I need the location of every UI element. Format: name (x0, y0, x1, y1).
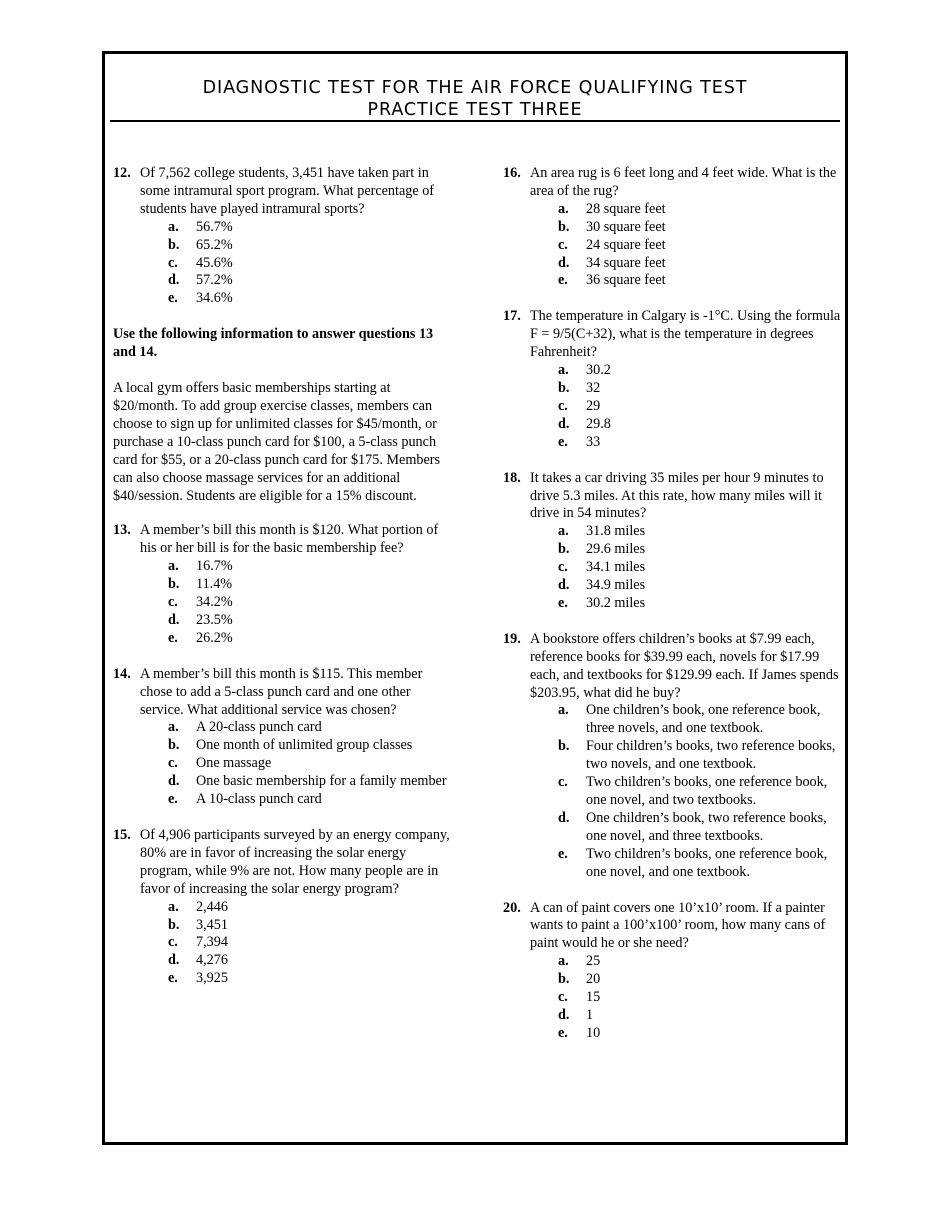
answer-options (530, 523, 843, 613)
option-letter: b. (168, 916, 180, 933)
option-letter: e. (168, 791, 178, 808)
option-letter: a. (168, 898, 179, 915)
option-letter: a. (558, 362, 569, 379)
answer-option (530, 201, 843, 219)
answer-option (530, 272, 843, 290)
option-text: 26.2% (196, 629, 233, 646)
option-letter: b. (168, 236, 180, 253)
option-text: One children’s book, two reference books, one novel, and three textbooks. (586, 809, 827, 844)
option-letter: c. (558, 989, 568, 1006)
option-text: 30.2 miles (586, 594, 646, 611)
option-letter: d. (168, 272, 180, 289)
option-text: 33 (586, 433, 601, 450)
answer-option (530, 577, 843, 595)
option-letter: e. (558, 433, 568, 450)
answer-option (140, 558, 453, 576)
question-text: It takes a car driving 35 miles per hour 9 minutes to drive 5.3 miles. At this rate, how many miles will it drive in 54 minutes? (530, 469, 824, 522)
right-column (503, 165, 843, 1061)
option-text: 24 square feet (586, 236, 666, 253)
question-number: 15. (113, 827, 131, 843)
answer-option (530, 362, 843, 380)
option-text: 25 (586, 953, 601, 970)
question-text: A can of paint covers one 10’x10’ room. If a painter wants to paint a 100’x100’ room, how many cans of paint would he or she need? (530, 899, 826, 952)
option-letter: c. (558, 236, 568, 253)
option-letter: c. (558, 774, 568, 791)
answer-option (140, 970, 453, 988)
answer-option (530, 434, 843, 452)
option-letter: d. (558, 577, 570, 594)
question-number: 19. (503, 630, 521, 647)
option-text: 3,451 (196, 916, 228, 933)
option-text: Two children’s books, one reference book, one novel, and two textbooks. (586, 774, 828, 808)
question-18 (503, 470, 843, 613)
option-letter: d. (558, 1006, 570, 1023)
option-text: One children’s book, one reference book, three novels, and one textbook. (586, 702, 821, 737)
option-text: 34.1 miles (586, 559, 646, 576)
question-number: 12. (113, 165, 131, 181)
option-text: 23.5% (196, 611, 233, 628)
answer-option (530, 398, 843, 416)
answer-options (140, 219, 453, 309)
question-17 (503, 308, 843, 451)
option-text: One massage (196, 755, 272, 772)
answer-option (530, 380, 843, 398)
option-letter: c. (558, 559, 568, 576)
answer-option (140, 934, 453, 952)
header-subtitle: PRACTICE TEST THREE (367, 100, 583, 120)
option-text: 16.7% (196, 558, 233, 575)
option-letter: e. (168, 290, 178, 307)
option-letter: e. (558, 272, 568, 289)
option-letter: c. (558, 397, 568, 414)
option-text: A 20-class punch card (196, 719, 322, 736)
option-letter: c. (168, 254, 178, 271)
option-letter: b. (558, 541, 570, 558)
option-letter: b. (558, 218, 570, 235)
answer-options (140, 558, 453, 648)
question-text: A member’s bill this month is $115. This member chose to add a 5-class punch card and one other service. What additional service was chosen? (140, 665, 423, 718)
answer-option (140, 255, 453, 273)
question-number: 14. (113, 665, 131, 682)
option-letter: b. (558, 379, 570, 396)
option-letter: e. (168, 629, 178, 646)
question-number: 18. (503, 469, 521, 486)
option-letter: d. (558, 415, 570, 432)
answer-option (140, 899, 453, 917)
option-text: 34.2% (196, 594, 233, 611)
answer-option (530, 953, 843, 971)
question-16 (503, 165, 843, 290)
answer-option (140, 952, 453, 970)
answer-options (530, 953, 843, 1043)
answer-option (530, 1025, 843, 1043)
option-letter: d. (168, 773, 180, 790)
option-text: 34 square feet (586, 254, 666, 271)
question-text: A bookstore offers children’s books at $7.99 each, reference books for $39.99 each, novels for $17.99 each, and textbooks for $129.99 each. If James spends $203.95, what did he buy? (530, 630, 839, 701)
option-text: 20 (586, 971, 601, 988)
option-text: 31.8 miles (586, 523, 646, 540)
answer-option (530, 559, 843, 577)
answer-option (140, 594, 453, 612)
answer-option (530, 702, 843, 738)
answer-option (530, 1007, 843, 1025)
option-text: 10 (586, 1024, 601, 1041)
answer-option (530, 541, 843, 559)
question-20 (503, 900, 843, 1043)
answer-options (530, 702, 843, 881)
option-text: 36 square feet (586, 272, 666, 289)
page-header (110, 77, 840, 121)
answer-option (530, 774, 843, 810)
option-letter: a. (558, 953, 569, 970)
option-letter: b. (558, 738, 570, 755)
answer-option (530, 255, 843, 273)
option-letter: e. (168, 970, 178, 987)
header-title: DIAGNOSTIC TEST FOR THE AIR FORCE QUALIFYING TEST (202, 78, 748, 98)
option-letter: d. (168, 611, 180, 628)
answer-option (530, 989, 843, 1007)
answer-option (140, 630, 453, 648)
question-text: The temperature in Calgary is -1°C. Using the formula F = 9/5(C+32), what is the temperature in degrees Fahrenheit? (530, 308, 841, 361)
question-text: Of 7,562 college students, 3,451 have taken part in some intramural sport program. What percentage of students have played intramural sports? (140, 165, 435, 217)
question-19 (503, 631, 843, 882)
question-number: 13. (113, 522, 131, 539)
option-text: 34.9 miles (586, 577, 646, 594)
question-14 (113, 666, 453, 809)
left-column (113, 165, 453, 1006)
option-text: Two children’s books, one reference book, one novel, and one textbook. (586, 845, 828, 880)
question-text: A member’s bill this month is $120. What portion of his or her bill is for the basic membership fee? (140, 522, 439, 557)
answer-option (140, 290, 453, 308)
question-15 (113, 827, 453, 988)
option-text: 15 (586, 989, 601, 1006)
option-text: 56.7% (196, 218, 233, 235)
info-passage: A local gym offers basic memberships starting at $20/month. To add group exercise classes, members can choose to sign up for unlimited classes for $45/month, or purchase a 10-class punch card for $100, a 5-class punch card for $55, or a 20-class punch card for $175. Members can also choose massage services for an additional $40/session. Students are eligible for a 15% discount. (113, 380, 440, 504)
answer-option (140, 576, 453, 594)
option-letter: a. (168, 558, 179, 575)
option-letter: a. (168, 218, 179, 235)
option-letter: c. (168, 594, 178, 611)
option-text: One month of unlimited group classes (196, 737, 413, 754)
answer-option (140, 237, 453, 255)
option-text: 29.6 miles (586, 541, 646, 558)
option-text: 4,276 (196, 952, 228, 969)
option-letter: a. (558, 200, 569, 217)
answer-options (140, 719, 453, 809)
answer-option (140, 755, 453, 773)
answer-option (530, 523, 843, 541)
option-letter: d. (558, 254, 570, 271)
option-text: 57.2% (196, 272, 233, 289)
answer-option (140, 219, 453, 237)
option-letter: d. (168, 952, 180, 969)
option-letter: a. (558, 523, 569, 540)
option-text: One basic membership for a family member (196, 773, 447, 790)
option-text: 3,925 (196, 970, 228, 987)
answer-options (530, 201, 843, 291)
option-letter: d. (558, 809, 570, 826)
option-text: 30 square feet (586, 218, 666, 235)
option-letter: b. (168, 576, 180, 593)
option-text: 65.2% (196, 236, 233, 253)
answer-options (140, 899, 453, 989)
option-text: 11.4% (196, 576, 233, 593)
answer-option (140, 917, 453, 935)
option-letter: b. (168, 737, 180, 754)
option-letter: a. (168, 719, 179, 736)
option-text: 34.6% (196, 290, 233, 307)
option-text: 29 (586, 397, 601, 414)
question-13 (113, 522, 453, 647)
answer-option (530, 810, 843, 846)
option-letter: c. (168, 755, 178, 772)
option-letter: b. (558, 971, 570, 988)
option-text: Four children’s books, two reference books, two novels, and one textbook. (586, 738, 836, 773)
header-rule (110, 120, 840, 122)
answer-option (530, 595, 843, 613)
question-number: 16. (503, 165, 521, 181)
question-text: Of 4,906 participants surveyed by an energy company, 80% are in favor of increasing the solar energy program, while 9% are not. How many people are in favor of increasing the solar energy program? (140, 827, 450, 897)
info-heading: Use the following information to answer questions 13 and 14. (113, 326, 434, 361)
answer-option (140, 719, 453, 737)
option-letter: e. (558, 1024, 568, 1041)
answer-option (140, 272, 453, 290)
answer-options (530, 362, 843, 452)
answer-option (140, 612, 453, 630)
question-number: 17. (503, 308, 521, 325)
option-text: 28 square feet (586, 200, 666, 217)
question-text: An area rug is 6 feet long and 4 feet wide. What is the area of the rug? (530, 165, 837, 199)
option-text: 30.2 (586, 362, 611, 379)
option-text: A 10-class punch card (196, 791, 322, 808)
option-text: 2,446 (196, 898, 228, 915)
option-letter: a. (558, 702, 569, 719)
answer-option (530, 738, 843, 774)
option-letter: e. (558, 594, 568, 611)
answer-option (140, 791, 453, 809)
question-number: 20. (503, 899, 521, 916)
option-letter: c. (168, 934, 178, 951)
answer-option (140, 737, 453, 755)
answer-option (530, 237, 843, 255)
option-text: 1 (586, 1006, 594, 1023)
option-text: 29.8 (586, 415, 611, 432)
answer-option (530, 219, 843, 237)
option-text: 45.6% (196, 254, 233, 271)
answer-option (140, 773, 453, 791)
option-text: 32 (586, 379, 601, 396)
answer-option (530, 971, 843, 989)
answer-option (530, 416, 843, 434)
option-letter: e. (558, 845, 568, 862)
option-text: 7,394 (196, 934, 228, 951)
question-12 (113, 165, 453, 308)
answer-option (530, 846, 843, 882)
